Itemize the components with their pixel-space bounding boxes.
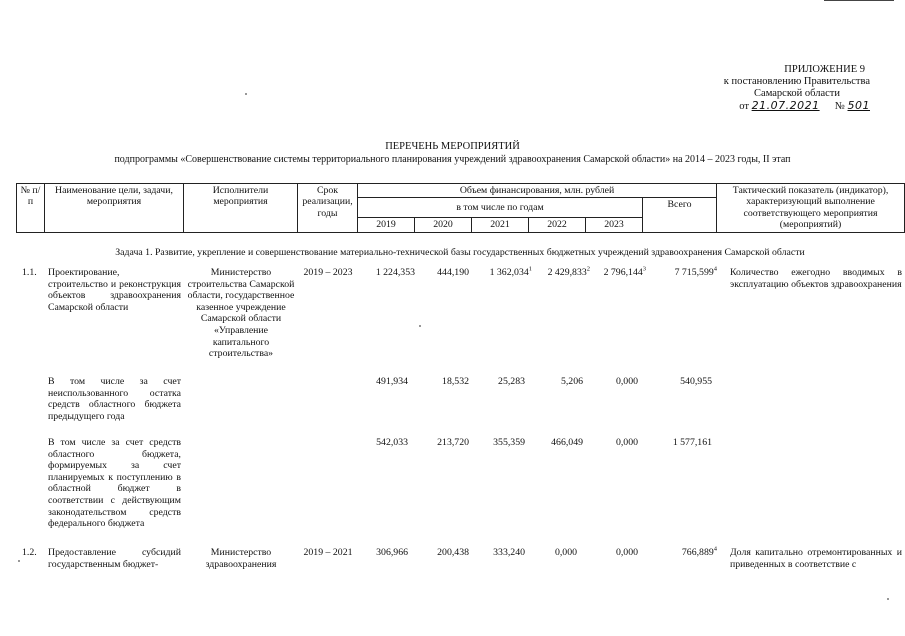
year-2022-header: 2022 [529,217,586,232]
col-funding-header: Объем финансирования, млн. рублей [358,184,717,198]
row-1-2-total [650,547,717,559]
row-1-2-2022: 0,000 [554,547,577,558]
row-1-2-executor: Министерство здравоохранения [205,547,277,570]
row-1-2-2020: 200,438 [437,547,469,558]
row-1-1-executor: Министерство строительства Самарской области, государственное казенное учреждение Самарской области «Управление капитального строительства» [187,267,295,360]
scan-speck [18,560,20,562]
task-1-heading: Задача 1. Развитие, укрепление и совершенствование материально-технической базы государственных бюджетных учреждений здравоохранения Самарской области [115,247,805,258]
total-header: Всего [643,198,717,232]
row-1-1b-2019: 542,033 [376,437,408,448]
row-1-1b-2020: 213,720 [437,437,469,448]
row-1-1-2019: 1 224,353 [375,267,415,278]
appendix-label: ПРИЛОЖЕНИЕ 9 [784,64,865,75]
appendix-line2: Самарской области [754,88,840,99]
row-1-1-total-footnote: 4 [713,265,717,273]
row-1-1-2023-footnote: 3 [642,265,646,273]
col-executors-header: Исполнители мероприятия [184,184,298,233]
row-1-1-2023 [591,267,646,279]
row-1-2-2019: 306,966 [376,547,408,558]
row-1-1-total [650,267,717,279]
row-1-1-name: Проектирование, строительство и реконструкция объектов здравоохранения Самарской области [48,267,181,313]
page-subtitle: подпрограммы «Совершенствование системы территориального планирования учреждений здравоохранения Самарской области» на 2014 – 2023 годы, II этап [114,154,791,165]
handwritten-date: 21.07.2021 [751,99,820,112]
year-2023-header: 2023 [586,217,643,232]
row-1-2-name: Предоставление субсидий государственным бюджет- [48,547,181,570]
row-1-1b-total: 1 577,161 [672,437,712,448]
year-2019-header: 2019 [358,217,415,232]
row-1-2-total-footnote: 4 [713,545,717,553]
scan-speck [245,93,247,95]
row-1-1-period: 2019 – 2023 [303,267,353,278]
row-1-1-2022 [533,267,590,279]
row-1-1-total-value: 7 715,599 [674,267,714,278]
row-1-1b-2021: 355,359 [493,437,525,448]
row-1-1-2020: 444,190 [437,267,469,278]
row-1-1-2022-value: 2 429,833 [547,267,587,278]
col-num-header: № п/п [17,184,45,233]
year-2021-header: 2021 [472,217,529,232]
col-name-header: Наименование цели, задачи, мероприятия [45,184,184,233]
row-1-1-indicator: Количество ежегодно вводимых в эксплуатацию объектов здравоохранения [730,267,902,290]
appendix-date-line [700,100,870,113]
row-1-1a-2021: 25,283 [498,376,525,387]
scan-artifact-line [824,0,894,1]
header-table [16,183,905,233]
by-years-header: в том числе по годам [358,198,643,217]
handwritten-number: 501 [847,99,870,112]
row-1-1b-2022: 466,049 [551,437,583,448]
row-1-1b-2023: 0,000 [615,437,638,448]
from-label: от [739,101,749,112]
row-1-1a-2019: 491,934 [376,376,408,387]
row-1-2-2021: 333,240 [493,547,525,558]
row-1-2-num: 1.2. [22,547,37,558]
row-1-2-period: 2019 – 2021 [303,547,353,558]
page-title: ПЕРЕЧЕНЬ МЕРОПРИЯТИЙ [385,141,520,152]
row-1-1-num: 1.1. [22,267,37,278]
row-1-1a-total: 540,955 [680,376,712,387]
appendix-line1: к постановлению Правительства [723,76,870,87]
row-1-1-2021 [470,267,532,279]
row-1-1a-name: В том числе за счет неиспользованного остатка средств областного бюджета предыдущего года [48,376,181,422]
col-indicator-header: Тактический показатель (индикатор), характеризующий выполнение соответствующего мероприятия (мероприятий) [717,184,905,233]
row-1-1a-2020: 18,532 [442,376,469,387]
row-1-1-2022-footnote: 2 [586,265,590,273]
col-period-header: Срок реализации, годы [298,184,358,233]
row-1-2-2023: 0,000 [615,547,638,558]
row-1-1-2021-value: 1 362,034 [489,267,529,278]
scan-speck [887,598,889,600]
scan-speck [419,325,421,327]
year-2020-header: 2020 [415,217,472,232]
row-1-1a-2023: 0,000 [615,376,638,387]
row-1-1a-2022: 5,206 [560,376,583,387]
row-1-1b-name: В том числе за счет средств областного бюджета, формируемых за счет планируемых к поступлению в областной бюджет в соответствии с действующим законодательством средств федерального бюджета [48,437,181,530]
number-label: № [834,101,845,112]
row-1-1-2023-value: 2 796,144 [603,267,643,278]
row-1-2-total-value: 766,889 [681,547,714,558]
row-1-2-indicator: Доля капитально отремонтированных и приведенных в соответствие с [730,547,902,570]
row-1-1-2021-footnote: 1 [528,265,532,273]
